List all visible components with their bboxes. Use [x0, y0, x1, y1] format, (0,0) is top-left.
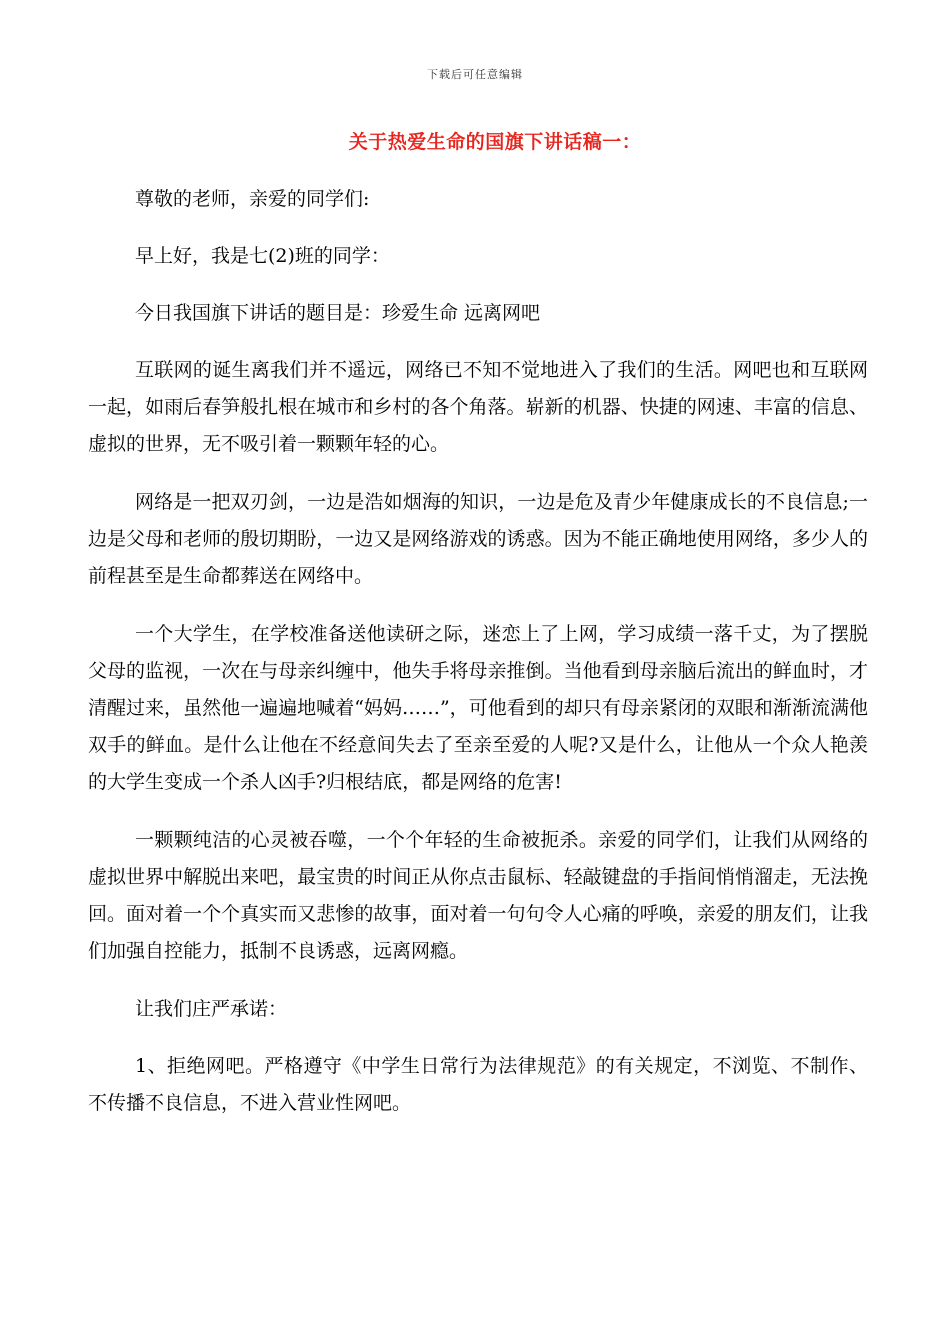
paragraph-body: 一个大学生，在学校准备送他读研之际，迷恋上了上网，学习成绩一落千丈，为了摆脱父母的监视，一次在与母亲纠缠中，他失手将母亲推倒。当他看到母亲脑后流出的鲜血时，才清醒过来，虽然他一遍遍地喊着“妈妈……”，可他看到的却只有母亲紧闭的双眼和渐渐流满他双手的鲜血。是什么让他在不经意间失去了至亲至爱的人呢?又是什么，让他从一个众人艳羡的大学生变成一个杀人凶手?归根结底，都是网络的危害!: [88, 623, 868, 793]
paragraph-body: 互联网的诞生离我们并不遥远，网络已不知不觉地进入了我们的生活。网吧也和互联网一起，如雨后春笋般扎根在城市和乡村的各个角落。崭新的机器、快捷的网速、丰富的信息、虚拟的世界，无不吸引着一颗颗年轻的心。: [88, 359, 868, 455]
paragraph-greeting: 早上好，我是七(2)班的同学：: [135, 245, 390, 267]
paragraph-body: 网络是一把双刃剑，一边是浩如烟海的知识，一边是危及青少年健康成长的不良信息;一边是父母和老师的殷切期盼，一边又是网络游戏的诱惑。因为不能正确地使用网络，多少人的前程甚至是生命都葬送在网络中。: [88, 491, 868, 587]
paragraph-pledge-item: 1、拒绝网吧。严格遵守《中学生日常行为法律规范》的有关规定，不浏览、不制作、不传播不良信息，不进入营业性网吧。: [88, 1055, 868, 1114]
paragraph-topic: 今日我国旗下讲话的题目是：珍爱生命 远离网吧: [135, 302, 541, 324]
paragraph-salutation: 尊敬的老师，亲爱的同学们:: [135, 188, 370, 210]
document-body: [88, 181, 868, 1143]
paragraph-pledge-intro: 让我们庄严承诺：: [135, 998, 288, 1020]
paragraph-body: 一颗颗纯洁的心灵被吞噬，一个个年轻的生命被扼杀。亲爱的同学们，让我们从网络的虚拟世界中解脱出来吧，最宝贵的时间正从你点击鼠标、轻敲键盘的手指间悄悄溜走，无法挽回。面对着一个个真实而又悲惨的故事，面对着一句句令人心痛的呼唤，亲爱的朋友们，让我们加强自控能力，抵制不良诱惑，远离网瘾。: [88, 829, 868, 962]
document-title: 关于热爱生命的国旗下讲话稿一：: [348, 131, 642, 153]
header-note: 下载后可任意编辑: [427, 68, 523, 81]
